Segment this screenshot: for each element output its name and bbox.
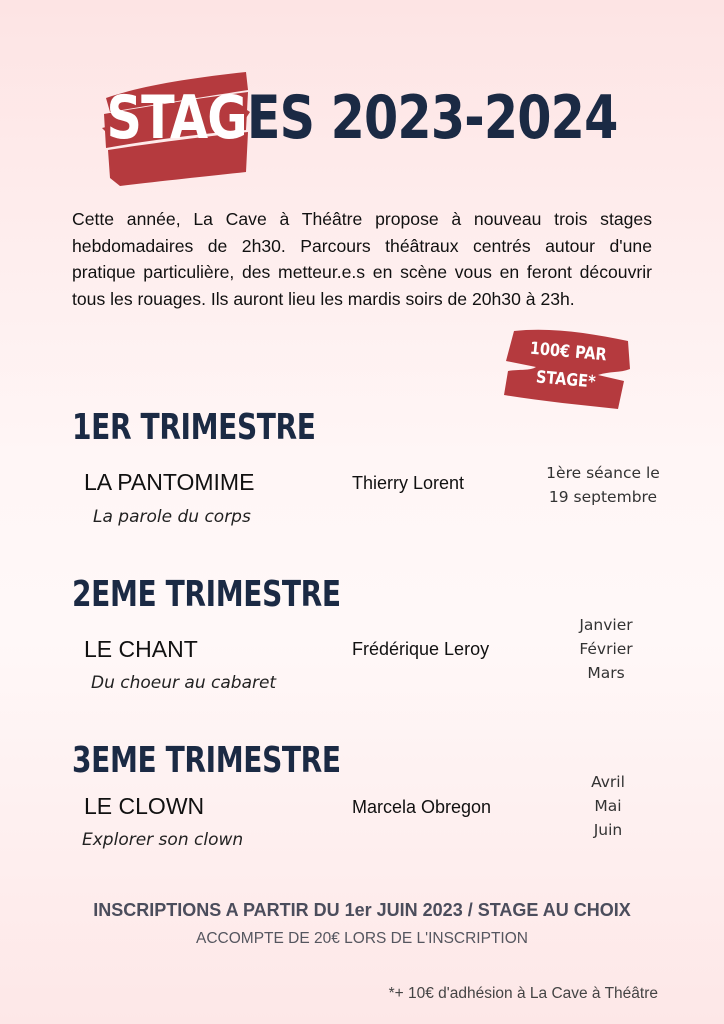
- stage-director-1: Thierry Lorent: [352, 473, 465, 493]
- stage-name-1: LA PANTOMIME: [84, 469, 255, 495]
- stage-name-2: LE CHANT: [84, 636, 198, 662]
- stage-director-2: Frédérique Leroy: [352, 639, 490, 659]
- intro-paragraph: Cette année, La Cave à Théâtre propose à nouveau trois stages hebdomadaires de 2h30. Parcours théâtraux centrés autour d'une pratique particulière, des metteur.e.s en scène vous en feront découvrir tous les rouages. Ils auront lieu les mardis soirs de 20h30 à 23h.: [72, 209, 652, 309]
- footnote: *+ 10€ d'adhésion à La Cave à Théâtre: [388, 985, 658, 1002]
- stage-subtitle-3: Explorer son clown: [82, 830, 244, 850]
- date-line: Mai: [594, 797, 622, 815]
- acompte-notice: ACCOMPTE DE 20€ LORS DE L'INSCRIPTION: [196, 930, 528, 947]
- trimester-heading-3: 3EME TRIMESTRE: [72, 740, 341, 781]
- stage-dates-2: [556, 613, 656, 685]
- stage-subtitle-2: Du choeur au cabaret: [91, 673, 277, 693]
- stage-director-3: Marcela Obregon: [352, 797, 492, 817]
- date-line: Janvier: [579, 616, 633, 634]
- stage-subtitle-1: La parole du corps: [93, 507, 251, 527]
- date-line: 1ère séance le: [546, 464, 660, 482]
- date-line: Avril: [591, 773, 625, 791]
- trimester-heading-1: 1ER TRIMESTRE: [72, 407, 316, 448]
- price-badge: [508, 333, 626, 399]
- date-line: Février: [579, 640, 633, 658]
- page-title: [65, 83, 659, 153]
- stage-name-3: LE CLOWN: [84, 793, 205, 819]
- badge-line2: STAGE*: [535, 367, 597, 393]
- stage-dates-3: [558, 770, 658, 842]
- date-line: 19 septembre: [548, 488, 658, 506]
- inscriptions-notice: INSCRIPTIONS A PARTIR DU 1er JUIN 2023 / STAGE AU CHOIX: [93, 900, 631, 920]
- date-line: Mars: [587, 664, 625, 682]
- trimester-heading-2: 2EME TRIMESTRE: [72, 574, 341, 615]
- badge-line1: 100€ PAR: [529, 338, 608, 366]
- title-rest: ES 2023-2024: [246, 83, 618, 153]
- date-line: Juin: [593, 821, 623, 839]
- title-highlight: STAG: [106, 83, 247, 153]
- stage-dates-1: [532, 461, 674, 509]
